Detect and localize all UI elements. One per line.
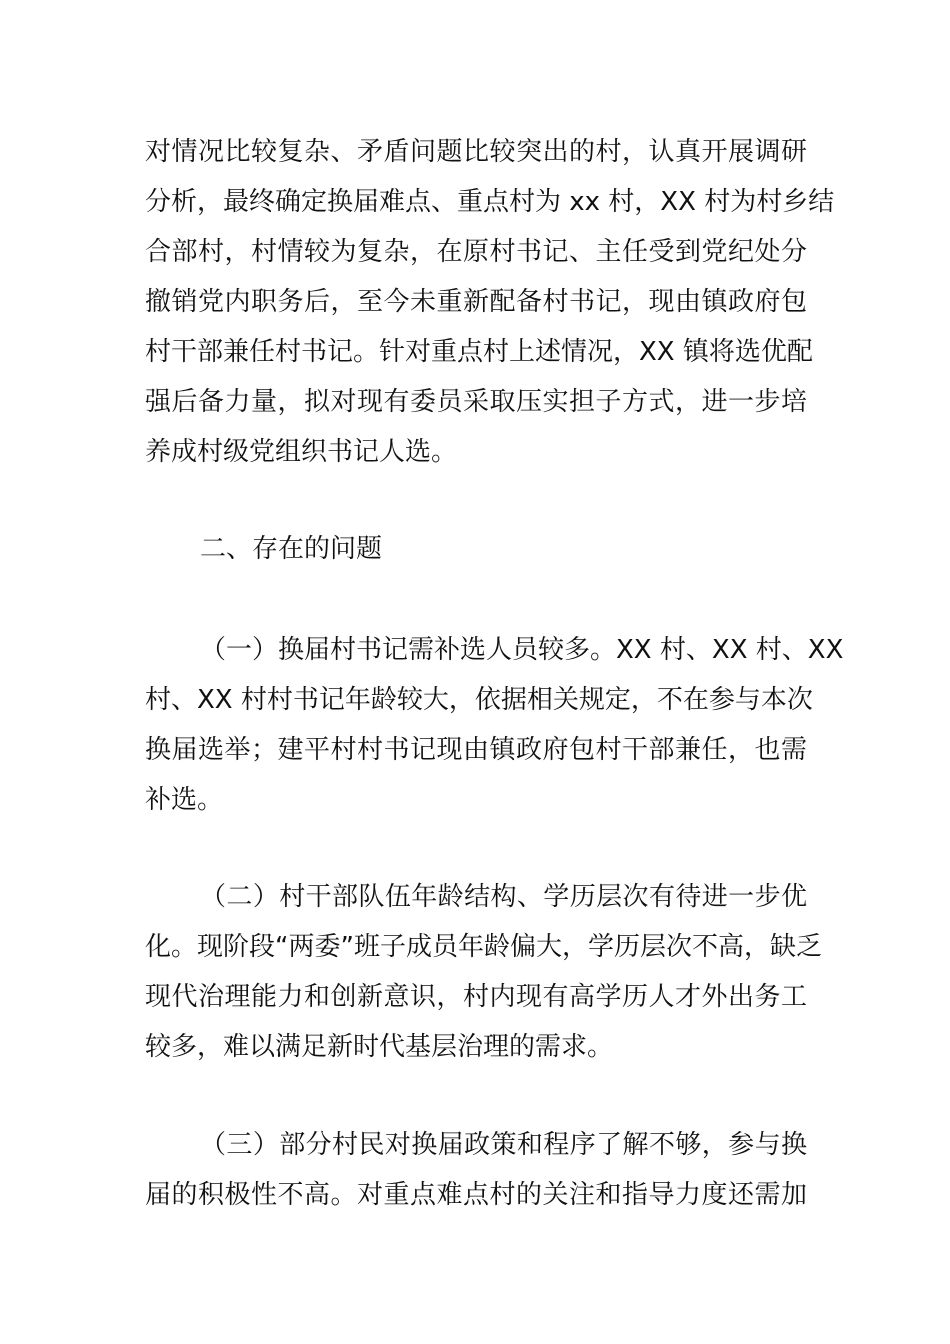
paragraph-issue-1 (145, 625, 844, 825)
text-line: 撤销党内职务后，至今未重新配备村书记，现由镇政府包 (145, 287, 807, 317)
text-line: 村、XX 村村书记年龄较大，依据相关规定，不在参与本次 (145, 685, 813, 715)
text-line: （二）村干部队伍年龄结构、学历层次有待进一步优 (200, 882, 807, 912)
text-line: 对情况比较复杂、矛盾问题比较突出的村，认真开展调研 (145, 137, 807, 167)
text-line: 合部村，村情较为复杂，在原村书记、主任受到党纪处分 (145, 237, 807, 267)
text-line: 化。现阶段“两委”班子成员年龄偏大，学历层次不高，缺乏 (145, 932, 822, 962)
text-line: 换届选举；建平村村书记现由镇政府包村干部兼任，也需 (145, 735, 807, 765)
text-line: 现代治理能力和创新意识，村内现有高学历人才外出务工 (145, 982, 807, 1012)
text-line: 分析，最终确定换届难点、重点村为 xx 村，XX 村为村乡结 (145, 187, 835, 217)
text-line: 村干部兼任村书记。针对重点村上述情况，XX 镇将选优配 (145, 337, 813, 367)
text-line: 养成村级党组织书记人选。 (145, 437, 458, 467)
text-line: 较多，难以满足新时代基层治理的需求。 (145, 1032, 614, 1062)
text-line: 补选。 (145, 785, 224, 815)
heading-text: 二、存在的问题 (200, 534, 383, 564)
section-heading (145, 524, 807, 574)
paragraph-issue-2 (145, 872, 822, 1072)
text-line: 届的积极性不高。对重点难点村的关注和指导力度还需加 (145, 1180, 807, 1210)
text-line: （三）部分村民对换届政策和程序了解不够，参与换 (200, 1130, 807, 1160)
paragraph-issue-3 (145, 1120, 807, 1220)
text-line: （一）换届村书记需补选人员较多。XX 村、XX 村、XX (200, 635, 844, 665)
text-line: 强后备力量，拟对现有委员采取压实担子方式，进一步培 (145, 387, 807, 417)
paragraph-key-villages (145, 127, 835, 477)
